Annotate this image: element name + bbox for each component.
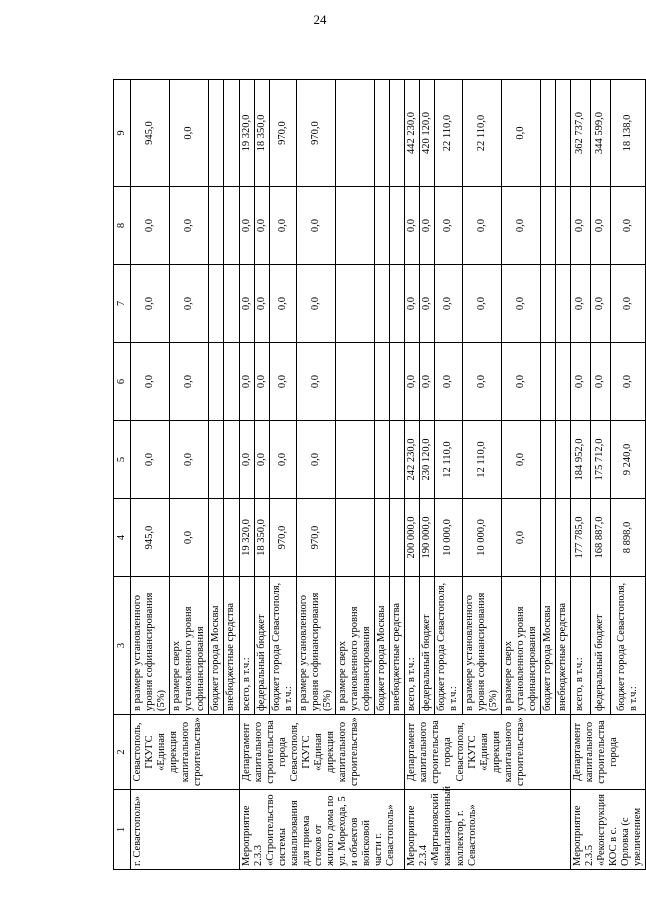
amount-cell-c4: 19 320,0 xyxy=(239,499,254,577)
amount-cell-c8: 0,0 xyxy=(170,187,209,265)
amount-cell-c7: 0,0 xyxy=(420,265,435,343)
funding-source-cell: в размере установленного уровня софинансирования (5%) xyxy=(462,577,501,715)
amount-cell-c4 xyxy=(335,499,374,577)
funding-source-cell: бюджет города Москвы xyxy=(375,577,390,715)
amount-cell-c6: 0,0 xyxy=(501,343,540,421)
amount-cell-c9 xyxy=(209,80,224,187)
amount-cell-c4: 200 000,0 xyxy=(405,499,420,577)
amount-cell-c6: 0,0 xyxy=(170,343,209,421)
amount-cell-c7: 0,0 xyxy=(131,265,170,343)
amount-cell-c6: 0,0 xyxy=(131,343,170,421)
amount-cell-c6: 0,0 xyxy=(571,343,591,421)
column-header: 2 xyxy=(114,715,131,790)
amount-cell-c7: 0,0 xyxy=(462,265,501,343)
funding-source-cell: бюджет города Москвы xyxy=(540,577,555,715)
amount-cell-c6 xyxy=(209,343,224,421)
amount-cell-c5: 242 230,0 xyxy=(405,421,420,499)
amount-cell-c5: 0,0 xyxy=(501,421,540,499)
amount-cell-c7 xyxy=(375,265,390,343)
amount-cell-c8: 0,0 xyxy=(405,187,420,265)
column-header: 5 xyxy=(114,421,131,499)
amount-cell-c7: 0,0 xyxy=(170,265,209,343)
amount-cell-c5 xyxy=(335,421,374,499)
table-row xyxy=(571,80,591,870)
table-row xyxy=(131,80,170,870)
amount-cell-c5: 12 110,0 xyxy=(462,421,501,499)
amount-cell-c8 xyxy=(335,187,374,265)
amount-cell-c6: 0,0 xyxy=(462,343,501,421)
measure-name-cell: Мероприятие 2.3.3 «Строительство системы канализования для приема стоков от жилого дома по ул. Морехода, 5 и объектов войсковой части г. Севастополь» xyxy=(239,790,405,870)
funding-source-cell: бюджет города Севастополя, в т.ч.: xyxy=(435,577,462,715)
column-header: 7 xyxy=(114,265,131,343)
amount-cell-c9: 22 110,0 xyxy=(462,80,501,187)
amount-cell-c7: 0,0 xyxy=(239,265,254,343)
amount-cell-c9: 945,0 xyxy=(131,80,170,187)
column-header: 3 xyxy=(114,577,131,715)
amount-cell-c9: 442 230,0 xyxy=(405,80,420,187)
amount-cell-c7: 0,0 xyxy=(610,265,646,343)
table-row xyxy=(239,80,254,870)
amount-cell-c5: 0,0 xyxy=(239,421,254,499)
amount-cell-c6 xyxy=(224,343,239,421)
amount-cell-c6: 0,0 xyxy=(269,343,296,421)
amount-cell-c9 xyxy=(390,80,405,187)
amount-cell-c5: 184 952,0 xyxy=(571,421,591,499)
amount-cell-c4: 0,0 xyxy=(170,499,209,577)
amount-cell-c8: 0,0 xyxy=(571,187,591,265)
measure-name-cell: Мероприятие 2.3.5 «Реконструкция КОС в с. Орловка (с увеличением xyxy=(571,790,646,870)
amount-cell-c7: 0,0 xyxy=(590,265,610,343)
amount-cell-c6: 0,0 xyxy=(610,343,646,421)
amount-cell-c4: 18 350,0 xyxy=(254,499,269,577)
responsible-executor-cell: Севастополь, ГКУГС «Единая дирекция капитального строительства» xyxy=(131,715,240,790)
amount-cell-c8: 0,0 xyxy=(420,187,435,265)
amount-cell-c8 xyxy=(375,187,390,265)
amount-cell-c5 xyxy=(375,421,390,499)
amount-cell-c9: 22 110,0 xyxy=(435,80,462,187)
amount-cell-c9: 344 599,0 xyxy=(590,80,610,187)
amount-cell-c7: 0,0 xyxy=(269,265,296,343)
funding-source-cell: бюджет города Севастополя, в т.ч.: xyxy=(269,577,296,715)
funding-source-cell: в размере сверх установленного уровня софинансирования xyxy=(170,577,209,715)
amount-cell-c7 xyxy=(209,265,224,343)
funding-source-cell: федеральный бюджет xyxy=(590,577,610,715)
amount-cell-c4: 190 000,0 xyxy=(420,499,435,577)
funding-source-cell: бюджет города Севастополя, в т.ч.: xyxy=(610,577,646,715)
amount-cell-c7 xyxy=(390,265,405,343)
amount-cell-c4: 945,0 xyxy=(131,499,170,577)
amount-cell-c9: 420 120,0 xyxy=(420,80,435,187)
amount-cell-c8: 0,0 xyxy=(239,187,254,265)
amount-cell-c4: 8 898,0 xyxy=(610,499,646,577)
amount-cell-c8: 0,0 xyxy=(131,187,170,265)
amount-cell-c9 xyxy=(335,80,374,187)
amount-cell-c9 xyxy=(540,80,555,187)
amount-cell-c6: 0,0 xyxy=(254,343,269,421)
amount-cell-c9: 362 737,0 xyxy=(571,80,591,187)
amount-cell-c6 xyxy=(540,343,555,421)
amount-cell-c7: 0,0 xyxy=(571,265,591,343)
amount-cell-c8: 0,0 xyxy=(296,187,335,265)
column-header: 1 xyxy=(114,790,131,870)
amount-cell-c9: 18 138,0 xyxy=(610,80,646,187)
amount-cell-c6: 0,0 xyxy=(296,343,335,421)
table-body xyxy=(131,80,646,870)
measure-name-cell: г. Севастополь» xyxy=(131,790,240,870)
responsible-executor-cell: Департамент капитального строительства города xyxy=(571,715,646,790)
funding-source-cell: федеральный бюджет xyxy=(254,577,269,715)
amount-cell-c9: 970,0 xyxy=(296,80,335,187)
amount-cell-c4: 177 785,0 xyxy=(571,499,591,577)
amount-cell-c5 xyxy=(555,421,570,499)
funding-table xyxy=(113,79,646,870)
funding-source-cell: внебюджетные средства xyxy=(390,577,405,715)
amount-cell-c6: 0,0 xyxy=(420,343,435,421)
amount-cell-c9: 18 350,0 xyxy=(254,80,269,187)
amount-cell-c8: 0,0 xyxy=(254,187,269,265)
measure-name-cell: Мероприятие 2.3.4 «Мартыновский канализационный коллектор, г. Севастополь» xyxy=(405,790,571,870)
amount-cell-c8: 0,0 xyxy=(462,187,501,265)
amount-cell-c4: 10 000,0 xyxy=(435,499,462,577)
amount-cell-c5: 0,0 xyxy=(296,421,335,499)
amount-cell-c7: 0,0 xyxy=(254,265,269,343)
amount-cell-c4: 970,0 xyxy=(296,499,335,577)
amount-cell-c8 xyxy=(390,187,405,265)
amount-cell-c7 xyxy=(335,265,374,343)
amount-cell-c5: 0,0 xyxy=(269,421,296,499)
funding-source-cell: в размере установленного уровня софинансирования (5%) xyxy=(131,577,170,715)
table-row xyxy=(405,80,420,870)
amount-cell-c4 xyxy=(209,499,224,577)
amount-cell-c7: 0,0 xyxy=(296,265,335,343)
amount-cell-c8: 0,0 xyxy=(590,187,610,265)
amount-cell-c6: 0,0 xyxy=(590,343,610,421)
amount-cell-c7: 0,0 xyxy=(501,265,540,343)
funding-source-cell: всего, в т.ч.: xyxy=(239,577,254,715)
amount-cell-c4: 10 000,0 xyxy=(462,499,501,577)
amount-cell-c5: 0,0 xyxy=(254,421,269,499)
amount-cell-c6 xyxy=(390,343,405,421)
funding-source-cell: внебюджетные средства xyxy=(224,577,239,715)
amount-cell-c5 xyxy=(209,421,224,499)
amount-cell-c4 xyxy=(375,499,390,577)
amount-cell-c7 xyxy=(224,265,239,343)
amount-cell-c8 xyxy=(540,187,555,265)
amount-cell-c7 xyxy=(555,265,570,343)
amount-cell-c5: 175 712,0 xyxy=(590,421,610,499)
amount-cell-c9: 0,0 xyxy=(501,80,540,187)
amount-cell-c5 xyxy=(224,421,239,499)
funding-source-cell: бюджет города Москвы xyxy=(209,577,224,715)
amount-cell-c9 xyxy=(224,80,239,187)
column-header: 9 xyxy=(114,80,131,187)
amount-cell-c4 xyxy=(390,499,405,577)
amount-cell-c4: 970,0 xyxy=(269,499,296,577)
funding-source-cell: федеральный бюджет xyxy=(420,577,435,715)
amount-cell-c9: 970,0 xyxy=(269,80,296,187)
amount-cell-c6 xyxy=(375,343,390,421)
funding-source-cell: в размере сверх установленного уровня софинансирования xyxy=(501,577,540,715)
funding-source-cell: всего, в т.ч.: xyxy=(571,577,591,715)
amount-cell-c6 xyxy=(555,343,570,421)
rotated-table-container xyxy=(113,80,644,870)
amount-cell-c9 xyxy=(555,80,570,187)
amount-cell-c8: 0,0 xyxy=(610,187,646,265)
amount-cell-c5: 0,0 xyxy=(170,421,209,499)
amount-cell-c7: 0,0 xyxy=(435,265,462,343)
amount-cell-c9: 0,0 xyxy=(170,80,209,187)
funding-source-cell: в размере установленного уровня софинансирования (5%) xyxy=(296,577,335,715)
amount-cell-c4: 0,0 xyxy=(501,499,540,577)
amount-cell-c5 xyxy=(540,421,555,499)
amount-cell-c4: 168 887,0 xyxy=(590,499,610,577)
amount-cell-c8: 0,0 xyxy=(269,187,296,265)
amount-cell-c9: 19 320,0 xyxy=(239,80,254,187)
amount-cell-c5: 230 120,0 xyxy=(420,421,435,499)
funding-source-cell: всего, в т.ч.: xyxy=(405,577,420,715)
column-header: 4 xyxy=(114,499,131,577)
column-header: 6 xyxy=(114,343,131,421)
amount-cell-c8 xyxy=(209,187,224,265)
amount-cell-c9 xyxy=(375,80,390,187)
funding-source-cell: внебюджетные средства xyxy=(555,577,570,715)
amount-cell-c5: 9 240,0 xyxy=(610,421,646,499)
page-number: 24 xyxy=(313,12,327,27)
responsible-executor-cell: Департамент капитального строительства города Севастополя, ГКУГС «Единая дирекция капитального строительства» xyxy=(405,715,571,790)
amount-cell-c6: 0,0 xyxy=(239,343,254,421)
amount-cell-c7: 0,0 xyxy=(405,265,420,343)
amount-cell-c6: 0,0 xyxy=(435,343,462,421)
amount-cell-c5 xyxy=(390,421,405,499)
funding-source-cell: в размере сверх установленного уровня софинансирования xyxy=(335,577,374,715)
amount-cell-c7 xyxy=(540,265,555,343)
column-header: 8 xyxy=(114,187,131,265)
amount-cell-c6 xyxy=(335,343,374,421)
amount-cell-c4 xyxy=(224,499,239,577)
amount-cell-c6: 0,0 xyxy=(405,343,420,421)
amount-cell-c4 xyxy=(555,499,570,577)
header-row xyxy=(114,80,131,870)
amount-cell-c5: 12 110,0 xyxy=(435,421,462,499)
amount-cell-c8: 0,0 xyxy=(435,187,462,265)
amount-cell-c5: 0,0 xyxy=(131,421,170,499)
amount-cell-c8 xyxy=(555,187,570,265)
amount-cell-c8: 0,0 xyxy=(501,187,540,265)
responsible-executor-cell: Департамент капитального строительства города Севастополя, ГКУГС «Единая дирекция капитального строительства» xyxy=(239,715,405,790)
amount-cell-c4 xyxy=(540,499,555,577)
amount-cell-c8 xyxy=(224,187,239,265)
